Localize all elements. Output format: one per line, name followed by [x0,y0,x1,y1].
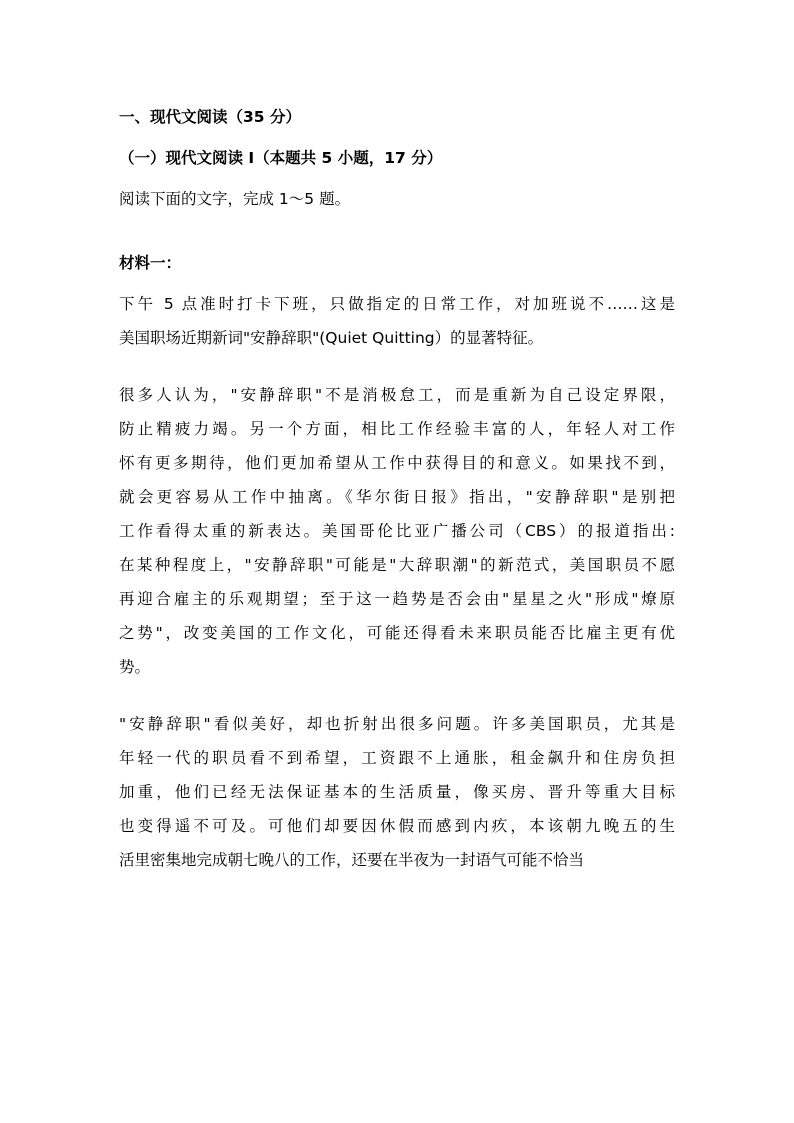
sub-heading: （一）现代文阅读 I（本题共 5 小题，17 分） [119,149,443,167]
paragraph-line: 活里密集地完成朝七晚八的工作，还要在半夜为一封语气可能不恰当 [119,851,585,869]
paragraph-line: 在某种程度上，"安静辞职"可能是"大辞职潮"的新范式，美国职员不愿 [119,556,675,574]
paragraph-line: 工作看得太重的新表达。美国哥伦比亚广播公司（CBS）的报道指出: [119,522,675,540]
paragraph-line: 势。 [119,658,151,676]
paragraph-line: 防止精疲力竭。另一个方面，相比工作经验丰富的人，年轻人对工作 [119,420,675,438]
paragraph-line: 怀有更多期待，他们更加希望从工作中获得目的和意义。如果找不到， [119,454,675,472]
paragraph-line: 再迎合雇主的乐观期望；至于这一趋势是否会由"星星之火"形成"燎原 [119,590,675,608]
paragraph [119,378,675,684]
paragraph-line: 就会更容易从工作中抽离。《华尔街日报》指出，"安静辞职"是别把 [119,488,675,506]
section-heading: 一、现代文阅读（35 分） [119,108,301,126]
paragraph [119,707,675,877]
material-label: 材料一： [119,254,182,272]
document-body [119,100,675,877]
paragraph-line: "安静辞职"看似美好，却也折射出很多问题。许多美国职员，尤其是 [119,715,675,733]
paragraph-line: 下午 5 点准时打卡下班，只做指定的日常工作，对加班说不……这是 [119,295,675,313]
paragraph-line: 年轻一代的职员看不到希望，工资跟不上通胀，租金飙升和住房负担 [119,749,675,767]
paragraph-line: 也变得遥不可及。可他们却要因休假而感到内疚，本该朝九晚五的生 [119,817,675,835]
paragraph [119,287,675,355]
paragraph-line: 加重，他们已经无法保证基本的生活质量，像买房、晋升等重大目标 [119,783,675,801]
instruction-text: 阅读下面的文字，完成 1～5 题。 [119,190,351,208]
paragraph-line: 美国职场近期新词"安静辞职"(Quiet Quitting）的显著特征。 [119,329,544,347]
paragraph-line: 之势"，改变美国的工作文化，可能还得看未来职员能否比雇主更有优 [119,624,675,642]
material-paragraphs [119,287,675,877]
paragraph-line: 很多人认为，"安静辞职"不是消极怠工，而是重新为自己设定界限， [119,386,675,404]
